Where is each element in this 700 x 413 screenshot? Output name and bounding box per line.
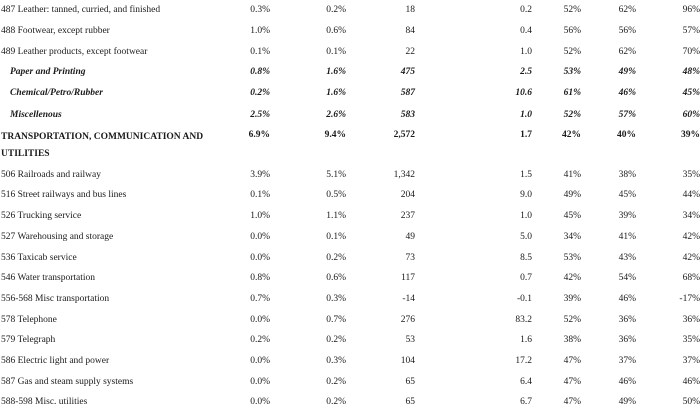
cell-c2: 0.6% <box>326 273 346 284</box>
cell-c7: 42% <box>682 231 700 242</box>
cell-c7: 57% <box>682 26 700 37</box>
cell-c3: 1,342 <box>393 169 415 180</box>
cell-c2: 1.1% <box>326 211 346 222</box>
cell-c5: 47% <box>563 355 581 366</box>
cell-c2: 5.1% <box>326 169 346 180</box>
table-row <box>0 227 700 248</box>
cell-c4: 1.7 <box>520 130 532 141</box>
cell-c4: 83.2 <box>515 314 532 325</box>
cell-c7: 96% <box>682 5 700 16</box>
cell-c6: 46% <box>618 293 636 304</box>
cell-c1: 1.0% <box>250 211 270 222</box>
cell-c4: 9.0 <box>520 190 532 201</box>
cell-c2: 1.6% <box>326 67 346 78</box>
row-label: 546 Water transportation <box>1 273 96 284</box>
row-label: 587 Gas and steam supply systems <box>1 376 134 387</box>
cell-c4: 1.0 <box>520 109 532 120</box>
cell-c5: 34% <box>563 231 581 242</box>
cell-c7: 46% <box>682 376 700 387</box>
cell-c3: 18 <box>405 5 415 16</box>
cell-c5: 49% <box>563 190 581 201</box>
cell-c3: 117 <box>401 273 415 284</box>
cell-c4: 17.2 <box>515 355 532 366</box>
cell-c3: -14 <box>402 293 415 304</box>
cell-c4: 10.6 <box>515 88 532 99</box>
row-label: 489 Leather products, except footwear <box>1 46 148 57</box>
cell-c4: 1.6 <box>520 335 532 346</box>
cell-c6: 37% <box>618 355 636 366</box>
table-row <box>0 247 700 268</box>
cell-c3: 49 <box>405 231 415 242</box>
cell-c7: 50% <box>682 397 700 408</box>
cell-c2: 2.6% <box>326 109 346 120</box>
cell-c1: 0.0% <box>250 355 270 366</box>
cell-c7: 36% <box>682 314 700 325</box>
cell-c2: 0.1% <box>326 46 346 57</box>
table-row <box>0 330 700 351</box>
cell-c2: 0.7% <box>326 314 346 325</box>
cell-c3: 204 <box>400 190 415 201</box>
cell-c1: 0.2% <box>250 335 270 346</box>
cell-c5: 38% <box>563 335 581 346</box>
cell-c6: 40% <box>617 130 636 141</box>
cell-c4: 1.0 <box>520 46 532 57</box>
row-label: Paper and Printing <box>10 67 86 78</box>
cell-c2: 0.2% <box>326 252 346 263</box>
cell-c4: -0.1 <box>516 293 532 304</box>
table-row <box>0 41 700 62</box>
row-label: 579 Telegraph <box>1 335 56 346</box>
cell-c1: 0.0% <box>250 252 270 263</box>
row-label: 506 Railroads and railway <box>1 169 101 180</box>
cell-c6: 54% <box>618 273 636 284</box>
row-label: 536 Taxicab service <box>1 252 77 263</box>
cell-c7: 42% <box>682 252 700 263</box>
cell-c2: 9.4% <box>324 130 346 141</box>
cell-c3: 65 <box>405 376 415 387</box>
cell-c2: 0.5% <box>326 190 346 201</box>
cell-c1: 0.0% <box>250 397 270 408</box>
row-label: Chemical/Petro/Rubber <box>10 88 103 99</box>
cell-c5: 52% <box>563 109 581 120</box>
table-row <box>0 392 700 413</box>
row-label: 586 Electric light and power <box>1 355 110 366</box>
cell-c1: 0.1% <box>250 46 270 57</box>
cell-c1: 0.7% <box>250 293 270 304</box>
cell-c3: 22 <box>405 46 415 57</box>
cell-c1: 1.0% <box>250 26 270 37</box>
cell-c1: 0.8% <box>250 67 270 78</box>
row-label: 488 Footwear, except rubber <box>1 26 110 37</box>
cell-c5: 52% <box>563 5 581 16</box>
cell-c7: 35% <box>682 169 700 180</box>
cell-c3: 53 <box>405 335 415 346</box>
cell-c1: 0.3% <box>250 5 270 16</box>
cell-c2: 0.3% <box>326 293 346 304</box>
cell-c7: 48% <box>682 67 700 78</box>
row-label: 527 Warehousing and storage <box>1 231 114 242</box>
table-row <box>0 268 700 289</box>
cell-c3: 237 <box>400 211 415 222</box>
cell-c6: 43% <box>618 252 636 263</box>
table-row <box>0 351 700 372</box>
cell-c1: 0.0% <box>250 376 270 387</box>
cell-c2: 0.2% <box>326 397 346 408</box>
cell-c6: 39% <box>618 211 636 222</box>
table-row-subtotal <box>0 83 700 104</box>
table-row-section-header <box>0 126 700 164</box>
cell-c6: 62% <box>618 46 636 57</box>
cell-c5: 47% <box>563 376 581 387</box>
cell-c4: 1.5 <box>520 169 532 180</box>
cell-c3: 65 <box>405 397 415 408</box>
table-row <box>0 164 700 185</box>
cell-c3: 2,572 <box>393 130 415 141</box>
cell-c7: 44% <box>682 190 700 201</box>
table-row <box>0 371 700 392</box>
cell-c7: 35% <box>682 335 700 346</box>
cell-c6: 46% <box>618 376 636 387</box>
cell-c7: 68% <box>682 273 700 284</box>
cell-c6: 45% <box>618 190 636 201</box>
cell-c7: 39% <box>681 130 700 141</box>
cell-c1: 0.8% <box>250 273 270 284</box>
cell-c3: 73 <box>405 252 415 263</box>
cell-c2: 0.6% <box>326 26 346 37</box>
cell-c6: 62% <box>618 5 636 16</box>
table-row <box>0 185 700 206</box>
cell-c6: 49% <box>618 397 636 408</box>
cell-c7: 45% <box>682 88 700 99</box>
row-label: Miscellenous <box>10 109 62 120</box>
cell-c6: 57% <box>618 109 636 120</box>
row-label: 526 Trucking service <box>1 211 82 222</box>
cell-c5: 42% <box>562 130 581 141</box>
cell-c5: 53% <box>563 252 581 263</box>
cell-c5: 56% <box>563 26 581 37</box>
cell-c1: 0.0% <box>250 314 270 325</box>
cell-c4: 6.4 <box>520 376 532 387</box>
cell-c5: 47% <box>563 397 581 408</box>
cell-c4: 5.0 <box>520 231 532 242</box>
cell-c6: 49% <box>618 67 636 78</box>
cell-c5: 41% <box>563 169 581 180</box>
cell-c4: 6.7 <box>520 397 532 408</box>
cell-c3: 84 <box>405 26 415 37</box>
row-label: 588-598 Misc. utilities <box>1 397 88 408</box>
cell-c1: 2.5% <box>250 109 270 120</box>
cell-c4: 1.0 <box>520 211 532 222</box>
cell-c5: 52% <box>563 46 581 57</box>
cell-c2: 0.2% <box>326 376 346 387</box>
cell-c5: 52% <box>563 314 581 325</box>
cell-c5: 45% <box>563 211 581 222</box>
cell-c7: 34% <box>682 211 700 222</box>
cell-c2: 0.1% <box>326 231 346 242</box>
cell-c5: 39% <box>563 293 581 304</box>
cell-c5: 42% <box>563 273 581 284</box>
cell-c6: 38% <box>618 169 636 180</box>
cell-c6: 56% <box>618 26 636 37</box>
table-row-subtotal <box>0 62 700 83</box>
cell-c3: 276 <box>400 314 415 325</box>
cell-c7: 70% <box>682 46 700 57</box>
cell-c1: 6.9% <box>248 130 270 141</box>
cell-c6: 36% <box>618 314 636 325</box>
cell-c1: 0.1% <box>250 190 270 201</box>
cell-c6: 46% <box>618 88 636 99</box>
cell-c6: 41% <box>618 231 636 242</box>
table-row-subtotal <box>0 103 700 126</box>
row-label: 556-568 Misc transportation <box>1 293 110 304</box>
cell-c4: 0.7 <box>520 273 532 284</box>
row-label: 578 Telephone <box>1 314 57 325</box>
cell-c4: 2.5 <box>520 67 532 78</box>
row-label: 516 Street railways and bus lines <box>1 190 127 201</box>
cell-c2: 0.2% <box>326 335 346 346</box>
cell-c2: 0.2% <box>326 5 346 16</box>
cell-c5: 53% <box>563 67 581 78</box>
cell-c3: 583 <box>400 109 415 120</box>
cell-c1: 0.2% <box>250 88 270 99</box>
cell-c1: 3.9% <box>250 169 270 180</box>
table-row <box>0 309 700 330</box>
row-label: 487 Leather: tanned, curried, and finished <box>1 5 161 16</box>
cell-c3: 104 <box>400 355 415 366</box>
cell-c5: 61% <box>563 88 581 99</box>
row-label: TRANSPORTATION, COMMUNICATION AND UTILITIES <box>1 132 204 160</box>
cell-c6: 36% <box>618 335 636 346</box>
cell-c4: 0.2 <box>520 5 532 16</box>
cell-c3: 475 <box>400 67 415 78</box>
cell-c2: 0.3% <box>326 355 346 366</box>
table-row <box>0 0 700 21</box>
table-row <box>0 206 700 227</box>
cell-c7: 60% <box>682 109 700 120</box>
cell-c4: 0.4 <box>520 26 532 37</box>
cell-c2: 1.6% <box>326 88 346 99</box>
table-row <box>0 21 700 42</box>
cell-c4: 8.5 <box>520 252 532 263</box>
cell-c3: 587 <box>400 88 415 99</box>
cell-c7: -17% <box>679 293 700 304</box>
table-row <box>0 289 700 310</box>
cell-c7: 37% <box>682 355 700 366</box>
cell-c1: 0.0% <box>250 231 270 242</box>
